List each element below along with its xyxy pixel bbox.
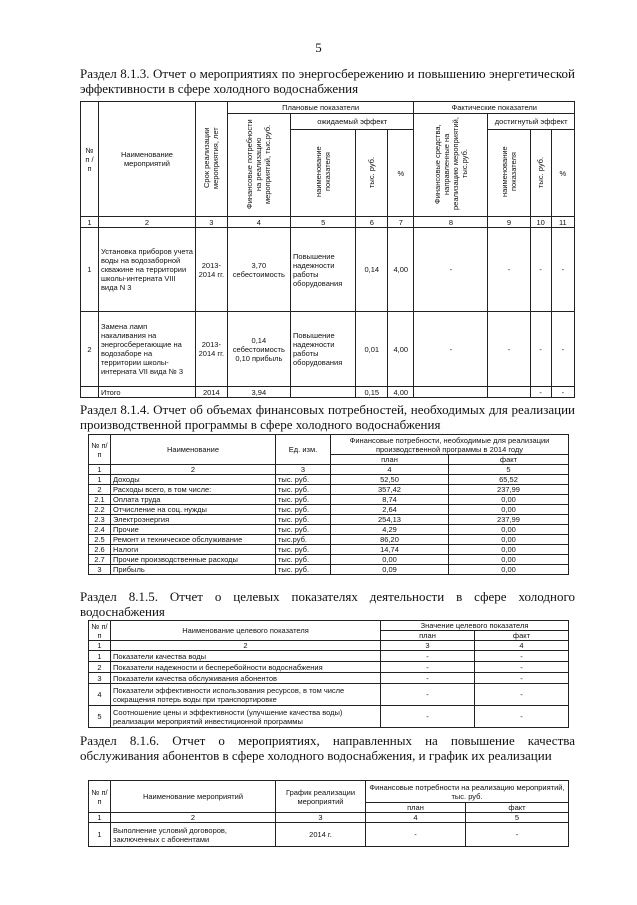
cell-fact-thr: - — [530, 312, 551, 387]
total-label: Итого — [98, 387, 195, 398]
th-fin: Финансовые потребности, необходимые для реализации производственной программы в 2014 году — [331, 435, 569, 455]
cell-num: 1 — [89, 475, 111, 485]
cell-fact: 237,99 — [449, 515, 569, 525]
cell-num: 4 — [89, 684, 111, 706]
th-fact: факт — [475, 631, 569, 641]
cell-num: 2.3 — [89, 515, 111, 525]
cell-term: 2013-2014 гг. — [196, 312, 228, 387]
th-fin: Финансовые потребности на реализацию мероприятий, тыс. руб. — [366, 781, 569, 803]
cell-fact: 237,99 — [449, 485, 569, 495]
cell-term: 2013-2014 гг. — [196, 228, 228, 312]
cell-fact: - — [475, 684, 569, 706]
th-pct: % — [388, 130, 414, 217]
col-num: 4 — [331, 465, 449, 475]
col-num: 5 — [466, 813, 569, 823]
cell-pct: 4,00 — [388, 228, 414, 312]
col-num: 2 — [111, 813, 276, 823]
col-num: 1 — [89, 465, 111, 475]
cell-unit: тыс. руб. — [276, 485, 331, 495]
th-name: Наименование мероприятий — [98, 102, 195, 217]
cell-num: 1 — [81, 228, 99, 312]
cell-unit: тыс. руб. — [276, 555, 331, 565]
cell-fact: 0,00 — [449, 505, 569, 515]
total-fin: 3,94 — [227, 387, 290, 398]
cell-plan: - — [381, 706, 475, 728]
cell-num: 3 — [89, 565, 111, 575]
col-num: 2 — [111, 641, 381, 651]
cell-name: Расходы всего, в том числе: — [111, 485, 276, 495]
table-row — [89, 515, 569, 525]
cell-plan: 357,42 — [331, 485, 449, 495]
cell-plan: 8,74 — [331, 495, 449, 505]
total-term: 2014 — [196, 387, 228, 398]
cell-fact-pct: - — [551, 312, 574, 387]
cell-unit: тыс. руб. — [276, 565, 331, 575]
cell-name: Электроэнергия — [111, 515, 276, 525]
cell-fact-thr: - — [530, 228, 551, 312]
total-fact-pct: - — [551, 387, 574, 398]
cell-plan: 14,74 — [331, 545, 449, 555]
cell-name: Установка приборов учета воды на водозаборной скважине на территории школы-интерната VIII вида N 3 — [98, 228, 195, 312]
th-plan: план — [381, 631, 475, 641]
cell-name: Прочие — [111, 525, 276, 535]
col-num: 8 — [414, 217, 488, 228]
cell-plan: 4,29 — [331, 525, 449, 535]
col-num: 11 — [551, 217, 574, 228]
th-num: № п/п — [89, 781, 111, 813]
th-achieved: достигнутый эффект — [488, 114, 575, 130]
column-numbers-row — [81, 217, 575, 228]
cell-name: Замена ламп накаливания на энергосберегающие на водозаборе на территории школы-интерната VII вида № 3 — [98, 312, 195, 387]
cell-name: Налоги — [111, 545, 276, 555]
col-num: 3 — [381, 641, 475, 651]
th-name: Наименование — [111, 435, 276, 465]
cell-name: Доходы — [111, 475, 276, 485]
cell-fact: 0,00 — [449, 535, 569, 545]
table-row — [89, 673, 569, 684]
cell-num: 1 — [89, 823, 111, 847]
table-8-1-4 — [88, 434, 569, 575]
th-value: Значение целевого показателя — [381, 621, 569, 631]
cell-fact-pct: - — [551, 228, 574, 312]
table-row — [89, 505, 569, 515]
cell-name: Показатели эффективности использования ресурсов, в том числе сокращения потерь воды при транспортировке — [111, 684, 381, 706]
th-fact: факт — [449, 455, 569, 465]
cell-fact-ind: - — [488, 312, 530, 387]
cell-fact: - — [466, 823, 569, 847]
cell-pct: 4,00 — [388, 312, 414, 387]
th-ind-name: наименование показателя — [291, 130, 356, 217]
table-row — [89, 535, 569, 545]
cell-fact-fin: - — [414, 312, 488, 387]
cell-fact: 0,00 — [449, 525, 569, 535]
table-row — [89, 706, 569, 728]
cell-name: Ремонт и техническое обслуживание — [111, 535, 276, 545]
col-num: 5 — [291, 217, 356, 228]
cell-unit: тыс. руб. — [276, 525, 331, 535]
col-num: 3 — [276, 813, 366, 823]
th-plan: план — [331, 455, 449, 465]
col-num: 9 — [488, 217, 530, 228]
cell-plan: - — [381, 662, 475, 673]
th-actual: Фактические показатели — [414, 102, 575, 114]
col-num: 10 — [530, 217, 551, 228]
cell-num: 5 — [89, 706, 111, 728]
th-name: Наименование мероприятий — [111, 781, 276, 813]
cell-fact: - — [475, 673, 569, 684]
th-num: № п / п — [81, 102, 99, 217]
col-num: 4 — [366, 813, 466, 823]
cell-fin: 3,70 себестоимость — [227, 228, 290, 312]
cell-fact-fin: - — [414, 228, 488, 312]
th-expected: ожидаемый эффект — [291, 114, 414, 130]
table-row — [81, 228, 575, 312]
column-numbers-row — [89, 465, 569, 475]
cell-num: 2.1 — [89, 495, 111, 505]
col-num: 4 — [227, 217, 290, 228]
table-row — [89, 684, 569, 706]
cell-unit: тыс.руб. — [276, 535, 331, 545]
cell-fact: 0,00 — [449, 545, 569, 555]
total-fact-thr: - — [530, 387, 551, 398]
table-row — [89, 525, 569, 535]
table-row — [89, 565, 569, 575]
col-num: 4 — [475, 641, 569, 651]
cell-fact: - — [475, 651, 569, 662]
th-unit: Ед. изм. — [276, 435, 331, 465]
th-name: Наименование целевого показателя — [111, 621, 381, 641]
section-8-1-5-title: Раздел 8.1.5. Отчет о целевых показателях деятельности в сфере холодного водоснабжения — [80, 589, 575, 619]
th-fact-fin: Финансовые средства, направленные на реализацию мероприятий, тыс.руб. — [414, 114, 488, 217]
cell-schedule: 2014 г. — [276, 823, 366, 847]
cell-plan: 0,09 — [331, 565, 449, 575]
cell-unit: тыс. руб. — [276, 545, 331, 555]
col-num: 6 — [356, 217, 388, 228]
cell-fact: 0,00 — [449, 565, 569, 575]
cell-plan: - — [381, 684, 475, 706]
table-row — [89, 495, 569, 505]
cell-unit: тыс. руб. — [276, 505, 331, 515]
cell-plan: 254,13 — [331, 515, 449, 525]
col-num: 3 — [196, 217, 228, 228]
table-row — [89, 651, 569, 662]
th-planned: Плановые показатели — [227, 102, 414, 114]
table-row — [89, 545, 569, 555]
cell-name: Прочие производственные расходы — [111, 555, 276, 565]
cell-indicator: Повышение надежности работы оборудования — [291, 228, 356, 312]
th-plan: план — [366, 803, 466, 813]
cell-fact: 0,00 — [449, 495, 569, 505]
cell-name: Выполнение условий договоров, заключенных с абонентами — [111, 823, 276, 847]
cell-name: Прибыль — [111, 565, 276, 575]
cell-num: 3 — [89, 673, 111, 684]
cell-plan: - — [381, 651, 475, 662]
th-fin: Финансовые потребности на реализацию мероприятий, тыс.руб. — [227, 114, 290, 217]
col-num: 1 — [81, 217, 99, 228]
cell-unit: тыс. руб. — [276, 515, 331, 525]
table-row — [81, 312, 575, 387]
cell-name: Показатели надежности и бесперебойности водоснабжения — [111, 662, 381, 673]
th-fact: факт — [466, 803, 569, 813]
table-row — [89, 475, 569, 485]
cell-name: Отчисление на соц. нужды — [111, 505, 276, 515]
cell-num: 2.6 — [89, 545, 111, 555]
section-8-1-3-title: Раздел 8.1.3. Отчет о мероприятиях по энергосбережению и повышению энергетической эффективности в сфере холодного водоснабжения — [80, 66, 575, 96]
cell-fact-ind: - — [488, 228, 530, 312]
cell-unit: тыс. руб. — [276, 475, 331, 485]
col-num: 7 — [388, 217, 414, 228]
cell-fact: - — [475, 706, 569, 728]
column-numbers-row — [89, 641, 569, 651]
cell-plan: - — [366, 823, 466, 847]
th-thr-fact: тыс. руб. — [530, 130, 551, 217]
cell-num: 2 — [89, 662, 111, 673]
table-row — [89, 485, 569, 495]
cell-num: 2.4 — [89, 525, 111, 535]
col-num: 1 — [89, 813, 111, 823]
cell-thr: 0,14 — [356, 228, 388, 312]
table-8-1-3 — [80, 101, 575, 398]
cell-num: 2.7 — [89, 555, 111, 565]
section-8-1-6-title: Раздел 8.1.6. Отчет о мероприятиях, направленных на повышение качества обслуживания абонентов в сфере холодного водоснабжения, и график их реализации — [80, 733, 575, 763]
total-pct: 4,00 — [388, 387, 414, 398]
cell-num: 2 — [81, 312, 99, 387]
cell-plan: 2,64 — [331, 505, 449, 515]
th-num: № п/п — [89, 621, 111, 641]
table-8-1-5 — [88, 620, 569, 728]
col-num: 5 — [449, 465, 569, 475]
column-numbers-row — [89, 813, 569, 823]
col-num: 1 — [89, 641, 111, 651]
cell-num: 2.5 — [89, 535, 111, 545]
table-row — [89, 662, 569, 673]
cell-plan: 0,00 — [331, 555, 449, 565]
cell-fact: - — [475, 662, 569, 673]
table-row — [89, 555, 569, 565]
total-row — [81, 387, 575, 398]
th-thr: тыс. руб. — [356, 130, 388, 217]
cell-num: 2.2 — [89, 505, 111, 515]
cell-fin: 0,14 себестоимость 0,10 прибыль — [227, 312, 290, 387]
cell-fact: 0,00 — [449, 555, 569, 565]
table-row — [89, 823, 569, 847]
th-term: Срок реализации мероприятия, лет — [196, 102, 228, 217]
cell-name: Соотношение цены и эффективности (улучшение качества воды) реализации мероприятий инвестиционной программы — [111, 706, 381, 728]
cell-plan: - — [381, 673, 475, 684]
table-8-1-6 — [88, 780, 569, 847]
cell-indicator: Повышение надежности работы оборудования — [291, 312, 356, 387]
cell-name: Показатели качества воды — [111, 651, 381, 662]
cell-num: 1 — [89, 651, 111, 662]
page-number: 5 — [315, 40, 322, 55]
cell-thr: 0,01 — [356, 312, 388, 387]
total-thr: 0,15 — [356, 387, 388, 398]
th-pct-fact: % — [551, 130, 574, 217]
cell-plan: 52,50 — [331, 475, 449, 485]
th-schedule: График реализации мероприятий — [276, 781, 366, 813]
th-num: № п/п — [89, 435, 111, 465]
cell-name: Оплата труда — [111, 495, 276, 505]
cell-name: Показатели качества обслуживания абонентов — [111, 673, 381, 684]
section-8-1-4-title: Раздел 8.1.4. Отчет об объемах финансовых потребностей, необходимых для реализации производственной программы в сфере холодного водоснабжения — [80, 402, 575, 432]
cell-fact: 65,52 — [449, 475, 569, 485]
col-num: 2 — [111, 465, 276, 475]
th-ind-name-fact: наименование показателя — [488, 130, 530, 217]
cell-unit: тыс. руб. — [276, 495, 331, 505]
col-num: 3 — [276, 465, 331, 475]
cell-plan: 86,20 — [331, 535, 449, 545]
col-num: 2 — [98, 217, 195, 228]
cell-num: 2 — [89, 485, 111, 495]
